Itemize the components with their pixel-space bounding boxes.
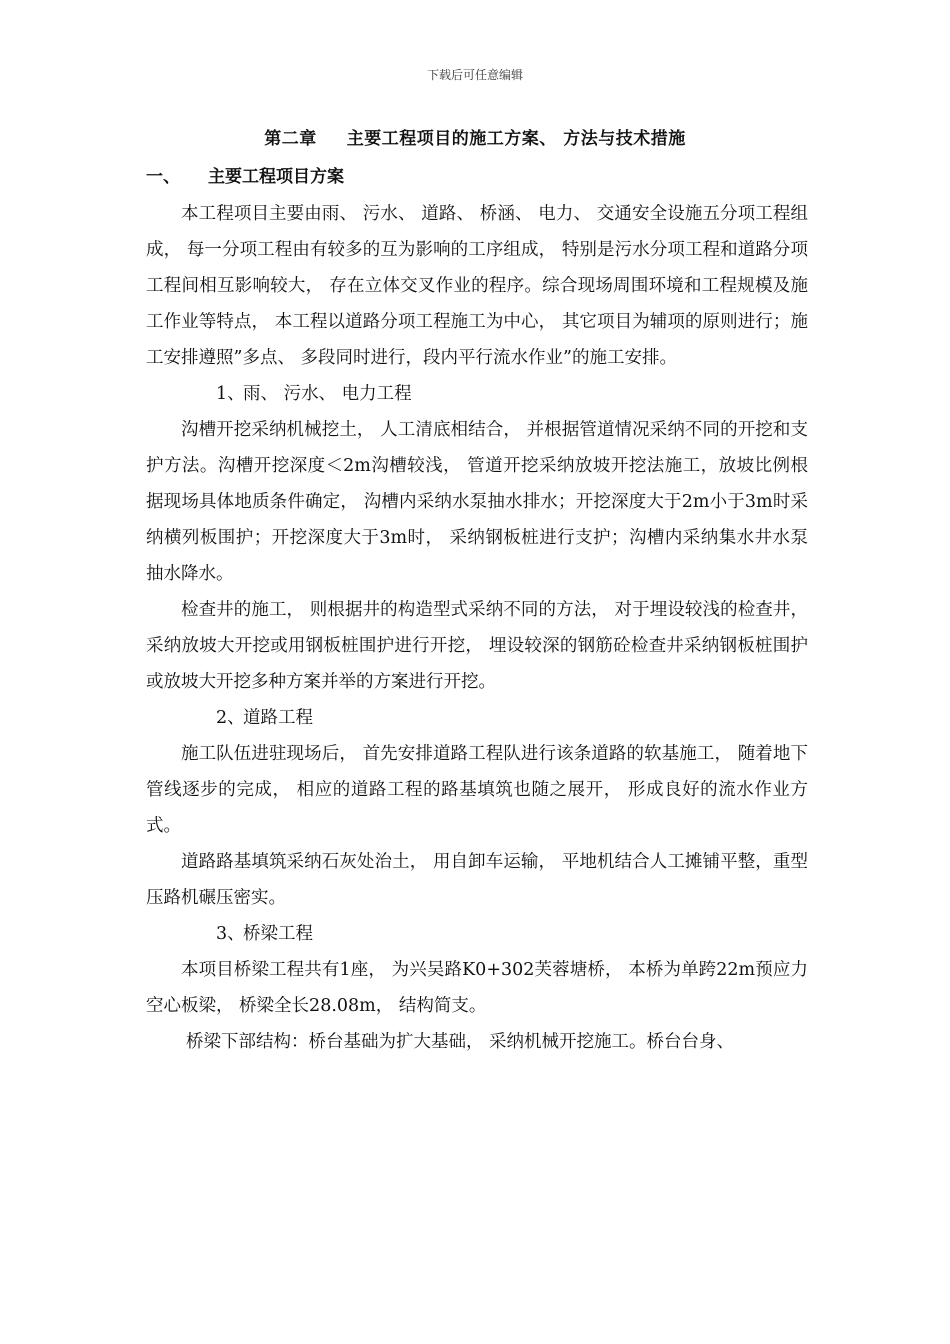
subsection-number-3: 3、 [216, 924, 245, 944]
subsection-heading-2 [146, 700, 808, 736]
page-header-note: 下载后可任意编辑 [426, 68, 523, 82]
paragraph-bridge-overview: 本项目桥梁工程共有1座， 为兴吴路K0+302芙蓉塘桥， 本桥为单跨22m预应力空心板梁， 桥梁全长28.08m， 结构简支。 [146, 960, 808, 1016]
document-body [146, 196, 808, 1060]
subsection-heading-1 [146, 376, 808, 412]
paragraph-road-team: 施工队伍进驻现场后， 首先安排道路工程队进行该条道路的软基施工， 随着地下管线逐步的完成， 相应的道路工程的路基填筑也随之展开， 形成良好的流水作业方式。 [146, 744, 808, 836]
subsection-title-2: 道路工程 [243, 708, 313, 728]
section-title [146, 162, 344, 187]
subsection-number-2: 2、 [216, 708, 245, 728]
paragraph-bridge-substructure: 桥梁下部结构：桥台基础为扩大基础， 采纳机械开挖施工。桥台台身、 [186, 1032, 735, 1052]
chapter-name: 主要工程项目的施工方案、 方法与技术措施 [346, 129, 686, 149]
paragraph-inspection-well: 检查井的施工， 则根据井的构造型式采纳不同的方法， 对于埋设较浅的检查井， 采纳放坡大开挖或用钢板桩围护进行开挖， 埋设较深的钢筋砼检查井采纳钢板桩围护或放坡大开挖多种方案并举的方案进行开挖。 [146, 600, 808, 692]
section-name: 主要工程项目方案 [208, 167, 344, 187]
paragraph-trench: 沟槽开挖采纳机械挖土， 人工清底相结合， 并根据管道情况采纳不同的开挖和支护方法。沟槽开挖深度＜2m沟槽较浅， 管道开挖采纳放坡开挖法施工，放坡比例根据现场具体地质条件确定， 沟槽内采纳水泵抽水排水；开挖深度大于2m小于3m时采纳横列板围护；开挖深度大于3m时， 采纳钢板桩进行支护；沟槽内采纳集水井水泵抽水降水。 [146, 420, 808, 584]
subsection-title-1: 雨、 污水、 电力工程 [243, 384, 412, 404]
chapter-title [0, 124, 950, 149]
paragraph-road-fill: 道路路基填筑采纳石灰处治土， 用自卸车运输， 平地机结合人工摊铺平整，重型压路机碾压密实。 [146, 852, 808, 908]
section-number: 一、 [146, 167, 180, 187]
subsection-title-3: 桥梁工程 [243, 924, 313, 944]
paragraph-intro: 本工程项目主要由雨、 污水、 道路、 桥涵、 电力、 交通安全设施五分项工程组成， 每一分项工程由有较多的互为影响的工序组成， 特别是污水分项工程和道路分项工程间相互影响较大， 存在立体交叉作业的程序。综合现场周围环境和工程规模及施工作业等特点， 本工程以道路分项工程施工为中心， 其它项目为辅项的原则进行；施工安排遵照”多点、 多段同时进行，段内平行流水作业”的施工安排。 [146, 204, 808, 368]
subsection-heading-3 [146, 916, 808, 952]
subsection-number-1: 1、 [216, 384, 245, 404]
chapter-number: 第二章 [264, 129, 317, 149]
